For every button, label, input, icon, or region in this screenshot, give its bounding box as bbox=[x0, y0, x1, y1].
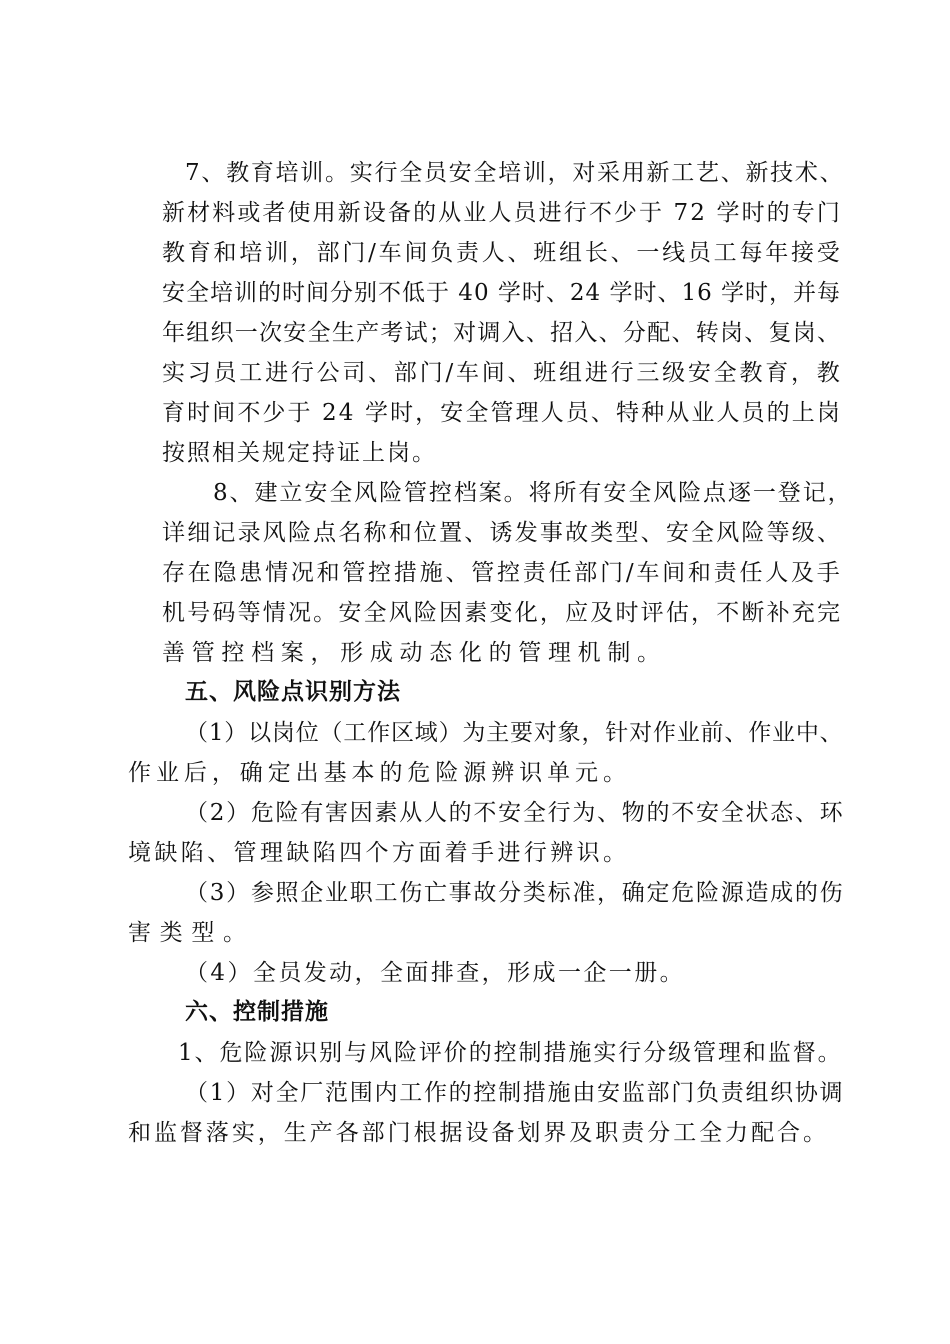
method-line-6: 害类型。 bbox=[128, 920, 255, 946]
method-line-5: （3）参照企业职工伤亡事故分类标准，确定危险源造成的伤 bbox=[185, 880, 845, 906]
control-line-3: 和监督落实，生产各部门根据设备划界及职责分工全力配合。 bbox=[128, 1120, 829, 1146]
section7-line-4: 安全培训的时间分别不低于 40 学时、24 学时、16 学时，并每 bbox=[162, 280, 842, 306]
section7-line-1: 7、教育培训。实行全员安全培训，对采用新工艺、新技术、 bbox=[185, 160, 845, 186]
section-heading-risk-identification: 五、风险点识别方法 bbox=[185, 679, 401, 705]
section-heading-control-measures: 六、控制措施 bbox=[185, 999, 329, 1025]
section7-line-7: 育时间不少于 24 学时，安全管理人员、特种从业人员的上岗 bbox=[162, 400, 842, 426]
method-line-3: （2）危险有害因素从人的不安全行为、物的不安全状态、环 bbox=[185, 800, 845, 826]
section8-line-1: 8、建立安全风险管控档案。将所有安全风险点逐一登记， bbox=[213, 480, 853, 506]
method-line-4: 境缺陷、管理缺陷四个方面着手进行辨识。 bbox=[128, 840, 630, 866]
section8-line-4: 机号码等情况。安全风险因素变化，应及时评估，不断补充完 bbox=[162, 600, 843, 626]
method-line-7: （4）全员发动，全面排查，形成一企一册。 bbox=[185, 960, 686, 986]
section7-line-5: 年组织一次安全生产考试；对调入、招入、分配、转岗、复岗、 bbox=[162, 320, 842, 346]
method-line-1: （1）以岗位（工作区域）为主要对象，针对作业前、作业中、 bbox=[185, 720, 844, 746]
section7-line-6: 实习员工进行公司、部门/车间、班组进行三级安全教育，教 bbox=[162, 360, 843, 386]
section8-line-3: 存在隐患情况和管控措施、管控责任部门/车间和责任人及手 bbox=[162, 560, 843, 586]
method-line-2: 作业后，确定出基本的危险源辨识单元。 bbox=[128, 760, 631, 786]
control-line-1: 1、危险源识别与风险评价的控制措施实行分级管理和监督。 bbox=[178, 1040, 843, 1066]
section7-line-8: 按照相关规定持证上岗。 bbox=[162, 440, 437, 466]
section8-line-5: 善管控档案，形成动态化的管理机制。 bbox=[162, 640, 667, 666]
control-line-2: （1）对全厂范围内工作的控制措施由安监部门负责组织协调 bbox=[185, 1080, 845, 1106]
section7-line-2: 新材料或者使用新设备的从业人员进行不少于 72 学时的专门 bbox=[162, 200, 842, 226]
section7-line-3: 教育和培训，部门/车间负责人、班组长、一线员工每年接受 bbox=[162, 240, 843, 266]
section8-line-2: 详细记录风险点名称和位置、诱发事故类型、安全风险等级、 bbox=[162, 520, 843, 546]
